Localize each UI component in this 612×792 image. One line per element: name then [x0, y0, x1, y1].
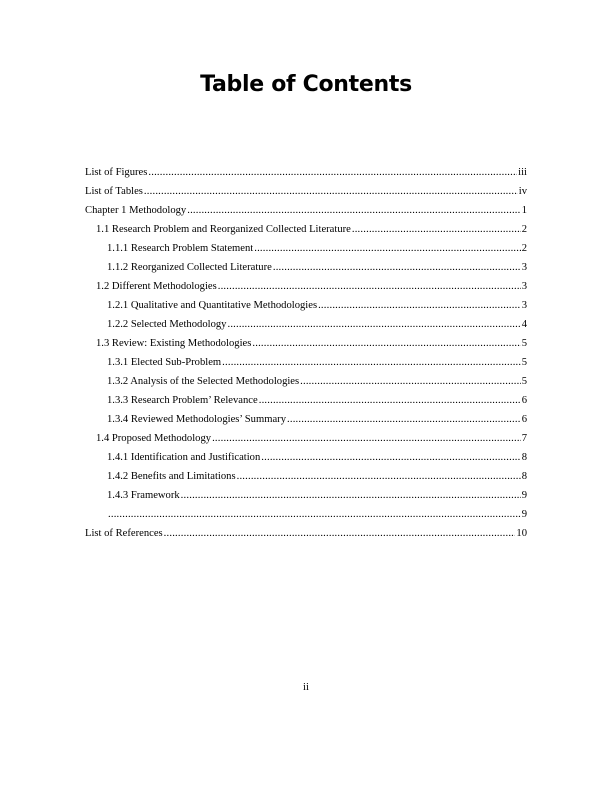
toc-entry[interactable] — [85, 204, 527, 223]
toc-entry[interactable] — [85, 261, 527, 280]
toc-entry-label: 1.1.1 Research Problem Statement — [107, 243, 254, 254]
toc-entry-label: List of Figures — [85, 167, 148, 178]
dot-leader — [144, 185, 518, 199]
toc-entry-page: 8 — [521, 471, 527, 482]
toc-entry-label: 1.2 Different Methodologies — [96, 281, 217, 292]
toc-entry-page: 3 — [521, 262, 527, 273]
dot-leader — [218, 280, 521, 294]
toc-entry-page: 1 — [521, 205, 527, 216]
toc-entry-label: 1.3.2 Analysis of the Selected Methodologies — [107, 376, 300, 387]
dot-leader — [227, 318, 520, 332]
toc-entry-label: 1.1.2 Reorganized Collected Literature — [107, 262, 272, 273]
toc-entry-page: 2 — [521, 243, 527, 254]
page-number: ii — [303, 682, 309, 693]
toc-entry[interactable] — [85, 166, 527, 185]
dot-leader — [287, 413, 521, 427]
toc-entry[interactable] — [85, 432, 527, 451]
table-of-contents — [85, 166, 527, 546]
toc-entry[interactable] — [85, 223, 527, 242]
toc-entry-page: 5 — [521, 338, 527, 349]
toc-entry-label: 1.2.1 Qualitative and Quantitative Methodologies — [107, 300, 318, 311]
toc-entry-label: 1.4.1 Identification and Justification — [107, 452, 261, 463]
toc-entry-page: 8 — [521, 452, 527, 463]
toc-entry-label: 1.4.3 Framework — [107, 490, 180, 501]
dot-leader — [254, 242, 520, 256]
toc-entry[interactable] — [85, 489, 527, 508]
dot-leader — [273, 261, 521, 275]
toc-entry-page: 7 — [521, 433, 527, 444]
dot-leader — [237, 470, 521, 484]
toc-entry-page: 9 — [521, 490, 527, 501]
toc-entry-label: 1.3.3 Research Problem’ Relevance — [107, 395, 258, 406]
dot-leader — [181, 489, 521, 503]
toc-entry-label: 1.4.2 Benefits and Limitations — [107, 471, 236, 482]
toc-entry-label: 1.3.4 Reviewed Methodologies’ Summary — [107, 414, 286, 425]
toc-entry[interactable] — [85, 413, 527, 432]
toc-entry-page: 3 — [521, 300, 527, 311]
toc-entry[interactable] — [85, 451, 527, 470]
toc-entry-label: 1.3 Review: Existing Methodologies — [96, 338, 252, 349]
toc-entry-page: 6 — [521, 395, 527, 406]
toc-entry[interactable] — [85, 394, 527, 413]
toc-entry-label: 1.2.2 Selected Methodology — [107, 319, 227, 330]
toc-entry-label: Chapter 1 Methodology — [85, 205, 187, 216]
toc-entry-label: 1.4 Proposed Methodology — [96, 433, 212, 444]
page-title: Table of Contents — [200, 72, 412, 97]
toc-entry[interactable] — [85, 280, 527, 299]
toc-entry-page: 6 — [521, 414, 527, 425]
dot-leader — [352, 223, 521, 237]
dot-leader — [300, 375, 521, 389]
dot-leader — [261, 451, 520, 465]
toc-entry[interactable] — [85, 470, 527, 489]
toc-entry[interactable] — [85, 185, 527, 204]
toc-entry-page: 10 — [516, 528, 527, 539]
dot-leader — [187, 204, 520, 218]
toc-entry-page: iv — [518, 186, 527, 197]
dot-leader — [318, 299, 521, 313]
dot-leader — [148, 166, 517, 180]
toc-entry-label: List of Tables — [85, 186, 143, 197]
toc-entry[interactable] — [85, 337, 527, 356]
toc-entry-page: 3 — [521, 281, 527, 292]
toc-entry[interactable] — [85, 375, 527, 394]
dot-leader — [222, 356, 521, 370]
toc-entry-page: 2 — [521, 224, 527, 235]
dot-leader — [108, 508, 521, 522]
toc-entry[interactable] — [85, 318, 527, 337]
toc-entry[interactable] — [85, 242, 527, 261]
toc-entry-label: 1.1 Research Problem and Reorganized Collected Literature — [96, 224, 351, 235]
toc-entry-label: 1.3.1 Elected Sub-Problem — [107, 357, 222, 368]
toc-entry-page: 5 — [521, 376, 527, 387]
dot-leader — [164, 527, 516, 541]
toc-entry-page: iii — [518, 167, 527, 178]
toc-entry-page: 9 — [521, 509, 527, 520]
toc-entry[interactable] — [85, 527, 527, 546]
toc-entry-page: 5 — [521, 357, 527, 368]
dot-leader — [212, 432, 521, 446]
toc-entry-empty[interactable] — [85, 508, 527, 527]
toc-entry[interactable] — [85, 356, 527, 375]
dot-leader — [252, 337, 520, 351]
toc-entry[interactable] — [85, 299, 527, 318]
toc-entry-label: List of References — [85, 528, 163, 539]
dot-leader — [259, 394, 521, 408]
toc-entry-page: 4 — [521, 319, 527, 330]
